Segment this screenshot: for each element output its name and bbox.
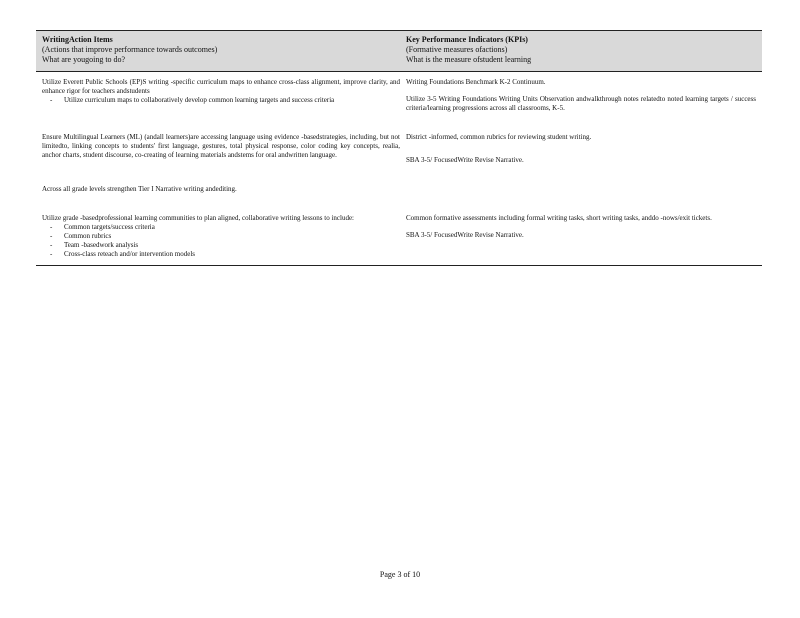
header-right [400,35,756,65]
table-row [36,179,762,194]
table-row [36,127,762,165]
list-item: - Utilize curriculum maps to collaboratively develop common learning targets and success criteria [56,96,400,105]
action-text: Ensure Multilingual Learners (ML) (andall learners)are accessing language using evidence -basedstrategies, including, but not limitedto, linking concepts to students' first language, gestures, total physical response, color coding key concepts, realia, anchor charts, student discourse, co-creating of learning materials andstems for oral andwritten language. [42,133,400,159]
table-body [36,72,762,265]
kpi-cell [400,78,756,113]
table-row [36,208,762,259]
table-header [36,31,762,72]
kpi-text: Common formative assessments including formal writing tasks, short writing tasks, anddo -nows/exit tickets. [406,214,712,222]
action-text: Across all grade levels strengthen Tier I Narrative writing andediting. [42,185,237,193]
action-cell [36,214,400,259]
kpi-text: SBA 3-5/ FocusedWrite Revise Narrative. [406,156,524,164]
header-right-title: Key Performance Indicators (KPIs) [406,35,528,44]
list-item: - Cross-class reteach and/or intervention models [56,250,400,259]
action-text: Utilize grade -basedprofessional learning communities to plan aligned, collaborative writing lessons to include: [42,214,354,222]
header-left-question: What are yougoing to do? [42,55,126,64]
kpi-text: Writing Foundations Benchmark K-2 Continuum. [406,78,546,86]
header-right-question: What is the measure ofstudent learning [406,55,532,64]
kpi-table [36,30,762,266]
list-item: - Common rubrics [56,232,400,241]
action-bullets [42,223,400,259]
action-bullets [42,96,400,105]
table-row [36,72,762,113]
header-left-subtitle: (Actions that improve performance towards outcomes) [42,45,218,54]
action-cell [36,133,400,165]
kpi-cell [400,185,756,194]
kpi-cell [400,214,756,259]
kpi-text: Utilize 3-5 Writing Foundations Writing Units Observation andwalkthrough notes relatedto noted learning targets / success criteria/learning progressions across all classrooms, K-5. [406,95,756,112]
list-item: - Team -basedwork analysis [56,241,400,250]
kpi-text: District -informed, common rubrics for reviewing student writing. [406,133,592,141]
action-text: Utilize Everett Public Schools (EP)S writing -specific curriculum maps to enhance cross-class alignment, improve clarity, and enhance rigor for teachers andstudents [42,78,400,95]
header-left [36,35,400,65]
page-number: Page 3 of 10 [379,570,421,579]
kpi-text: SBA 3-5/ FocusedWrite Revise Narrative. [406,231,524,239]
action-cell [36,78,400,113]
kpi-cell [400,133,756,165]
header-left-title: WritingAction Items [42,35,113,44]
header-right-subtitle: (Formative measures ofactions) [406,45,508,54]
action-cell [36,185,400,194]
list-item: - Common targets/success criteria [56,223,400,232]
